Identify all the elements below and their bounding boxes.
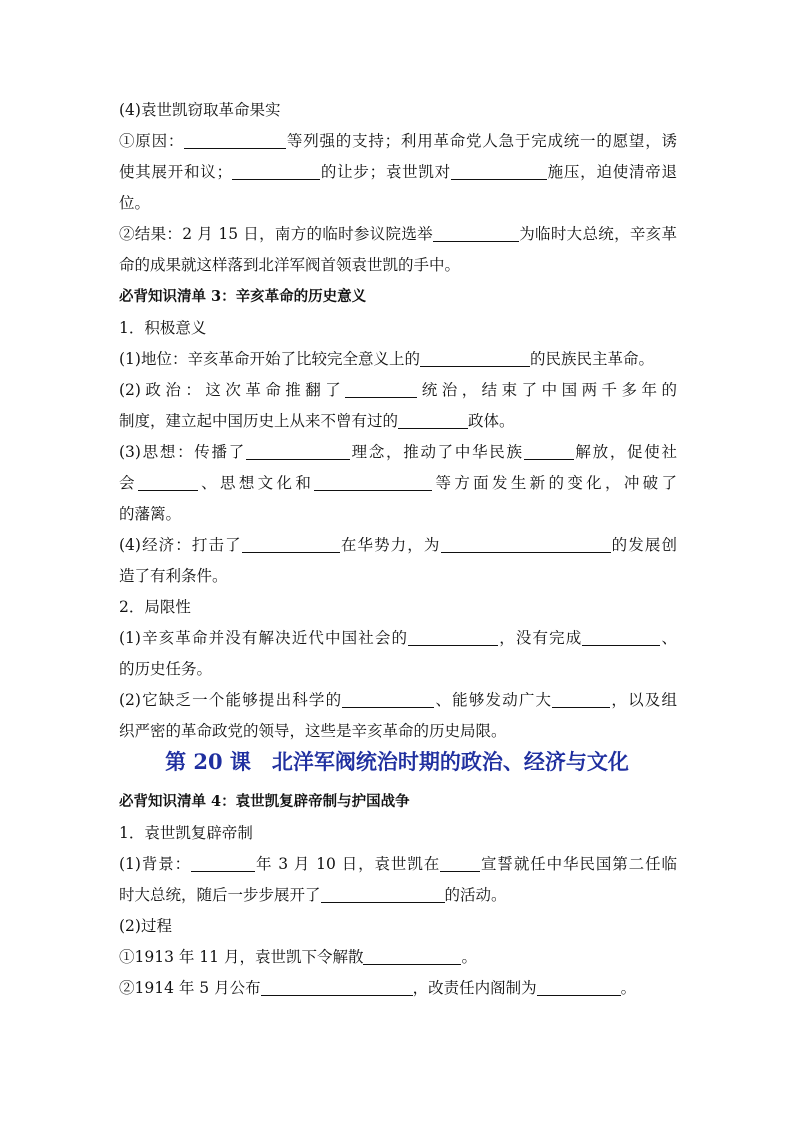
- politics-line-1: (2)政治：这次革命推翻了 统治，结束了中国两千多年的: [119, 381, 677, 399]
- fill-blank[interactable]: [246, 443, 350, 460]
- process-line-2: ②1914 年 5 月公布 ，改责任内阁制为 。: [119, 979, 637, 997]
- fill-blank[interactable]: [552, 691, 610, 708]
- fill-blank[interactable]: [261, 979, 413, 996]
- fill-blank[interactable]: [321, 886, 445, 903]
- reason-line-2: 使其展开和议； 的让步；袁世凯对 施压，迫使清帝退: [119, 163, 677, 181]
- fill-blank[interactable]: [524, 443, 574, 460]
- fill-blank[interactable]: [342, 691, 434, 708]
- fill-blank[interactable]: [191, 855, 255, 872]
- limit-1-line-1: (1)辛亥革命并没有解决近代中国社会的 ，没有完成 、: [119, 629, 677, 647]
- fill-blank[interactable]: [184, 132, 286, 149]
- fill-blank[interactable]: [451, 163, 547, 180]
- economy-line-2: 造了有利条件。: [119, 567, 228, 585]
- thought-line-2: 会 、思想文化和 等方面发生新的变化，冲破了: [119, 474, 677, 492]
- fill-blank[interactable]: [440, 855, 480, 872]
- politics-line-2: 制度，建立起中国历史上从来不曾有过的 政体。: [119, 412, 515, 430]
- process-heading: (2)过程: [119, 917, 172, 935]
- fill-blank[interactable]: [441, 536, 611, 553]
- limit-2-line-2: 织严密的革命政党的领导，这些是辛亥革命的历史局限。: [119, 722, 507, 740]
- fill-blank[interactable]: [398, 412, 468, 429]
- fill-blank[interactable]: [420, 350, 530, 367]
- limits-heading: 2．局限性: [119, 598, 191, 616]
- fill-blank[interactable]: [314, 474, 432, 491]
- restore-heading: 1．袁世凯复辟帝制: [119, 824, 253, 842]
- fill-blank[interactable]: [537, 979, 621, 996]
- thought-line-1: (3)思想：传播了 理念，推动了中华民族 解放，促使社: [119, 443, 677, 461]
- fill-blank[interactable]: [138, 474, 198, 491]
- result-line-1: ②结果：2 月 15 日，南方的临时参议院选举 为临时大总统，辛亥革: [119, 225, 677, 243]
- fill-blank[interactable]: [345, 381, 417, 398]
- fill-blank[interactable]: [582, 629, 660, 646]
- economy-line-1: (4)经济：打击了 在华势力，为 的发展创: [119, 536, 677, 554]
- limit-1-line-2: 的历史任务。: [119, 660, 213, 678]
- section-heading: (4)袁世凯窃取革命果实: [119, 101, 281, 119]
- process-line-1: ①1913 年 11 月，袁世凯下令解散 。: [119, 948, 477, 966]
- lesson-title: 第 20 课 北洋军阀统治时期的政治、经济与文化: [165, 749, 629, 774]
- background-line-1: (1)背景： 年 3 月 10 日，袁世凯在 宣誓就任中华民国第二任临: [119, 855, 677, 873]
- fill-blank[interactable]: [232, 163, 320, 180]
- list3-title: 必背知识清单 3：辛亥革命的历史意义: [119, 288, 367, 305]
- result-line-2: 命的成果就这样落到北洋军阀首领袁世凯的手中。: [119, 256, 461, 274]
- background-line-2: 时大总统，随后一步步展开了 的活动。: [119, 886, 507, 904]
- list4-title: 必背知识清单 4：袁世凯复辟帝制与护国战争: [119, 793, 410, 810]
- positive-heading: 1．积极意义: [119, 319, 207, 337]
- fill-blank[interactable]: [433, 225, 519, 242]
- reason-line-1: ①原因： 等列强的支持；利用革命党人急于完成统一的愿望，诱: [119, 132, 677, 150]
- thought-line-3: 的藩篱。: [119, 505, 182, 523]
- fill-blank[interactable]: [408, 629, 498, 646]
- reason-line-3: 位。: [119, 194, 151, 212]
- fill-blank[interactable]: [242, 536, 340, 553]
- status-line: (1)地位：辛亥革命开始了比较完全意义上的 的民族民主革命。: [119, 350, 654, 368]
- fill-blank[interactable]: [363, 948, 461, 965]
- limit-2-line-1: (2)它缺乏一个能够提出科学的 、能够发动广大 ，以及组: [119, 691, 677, 709]
